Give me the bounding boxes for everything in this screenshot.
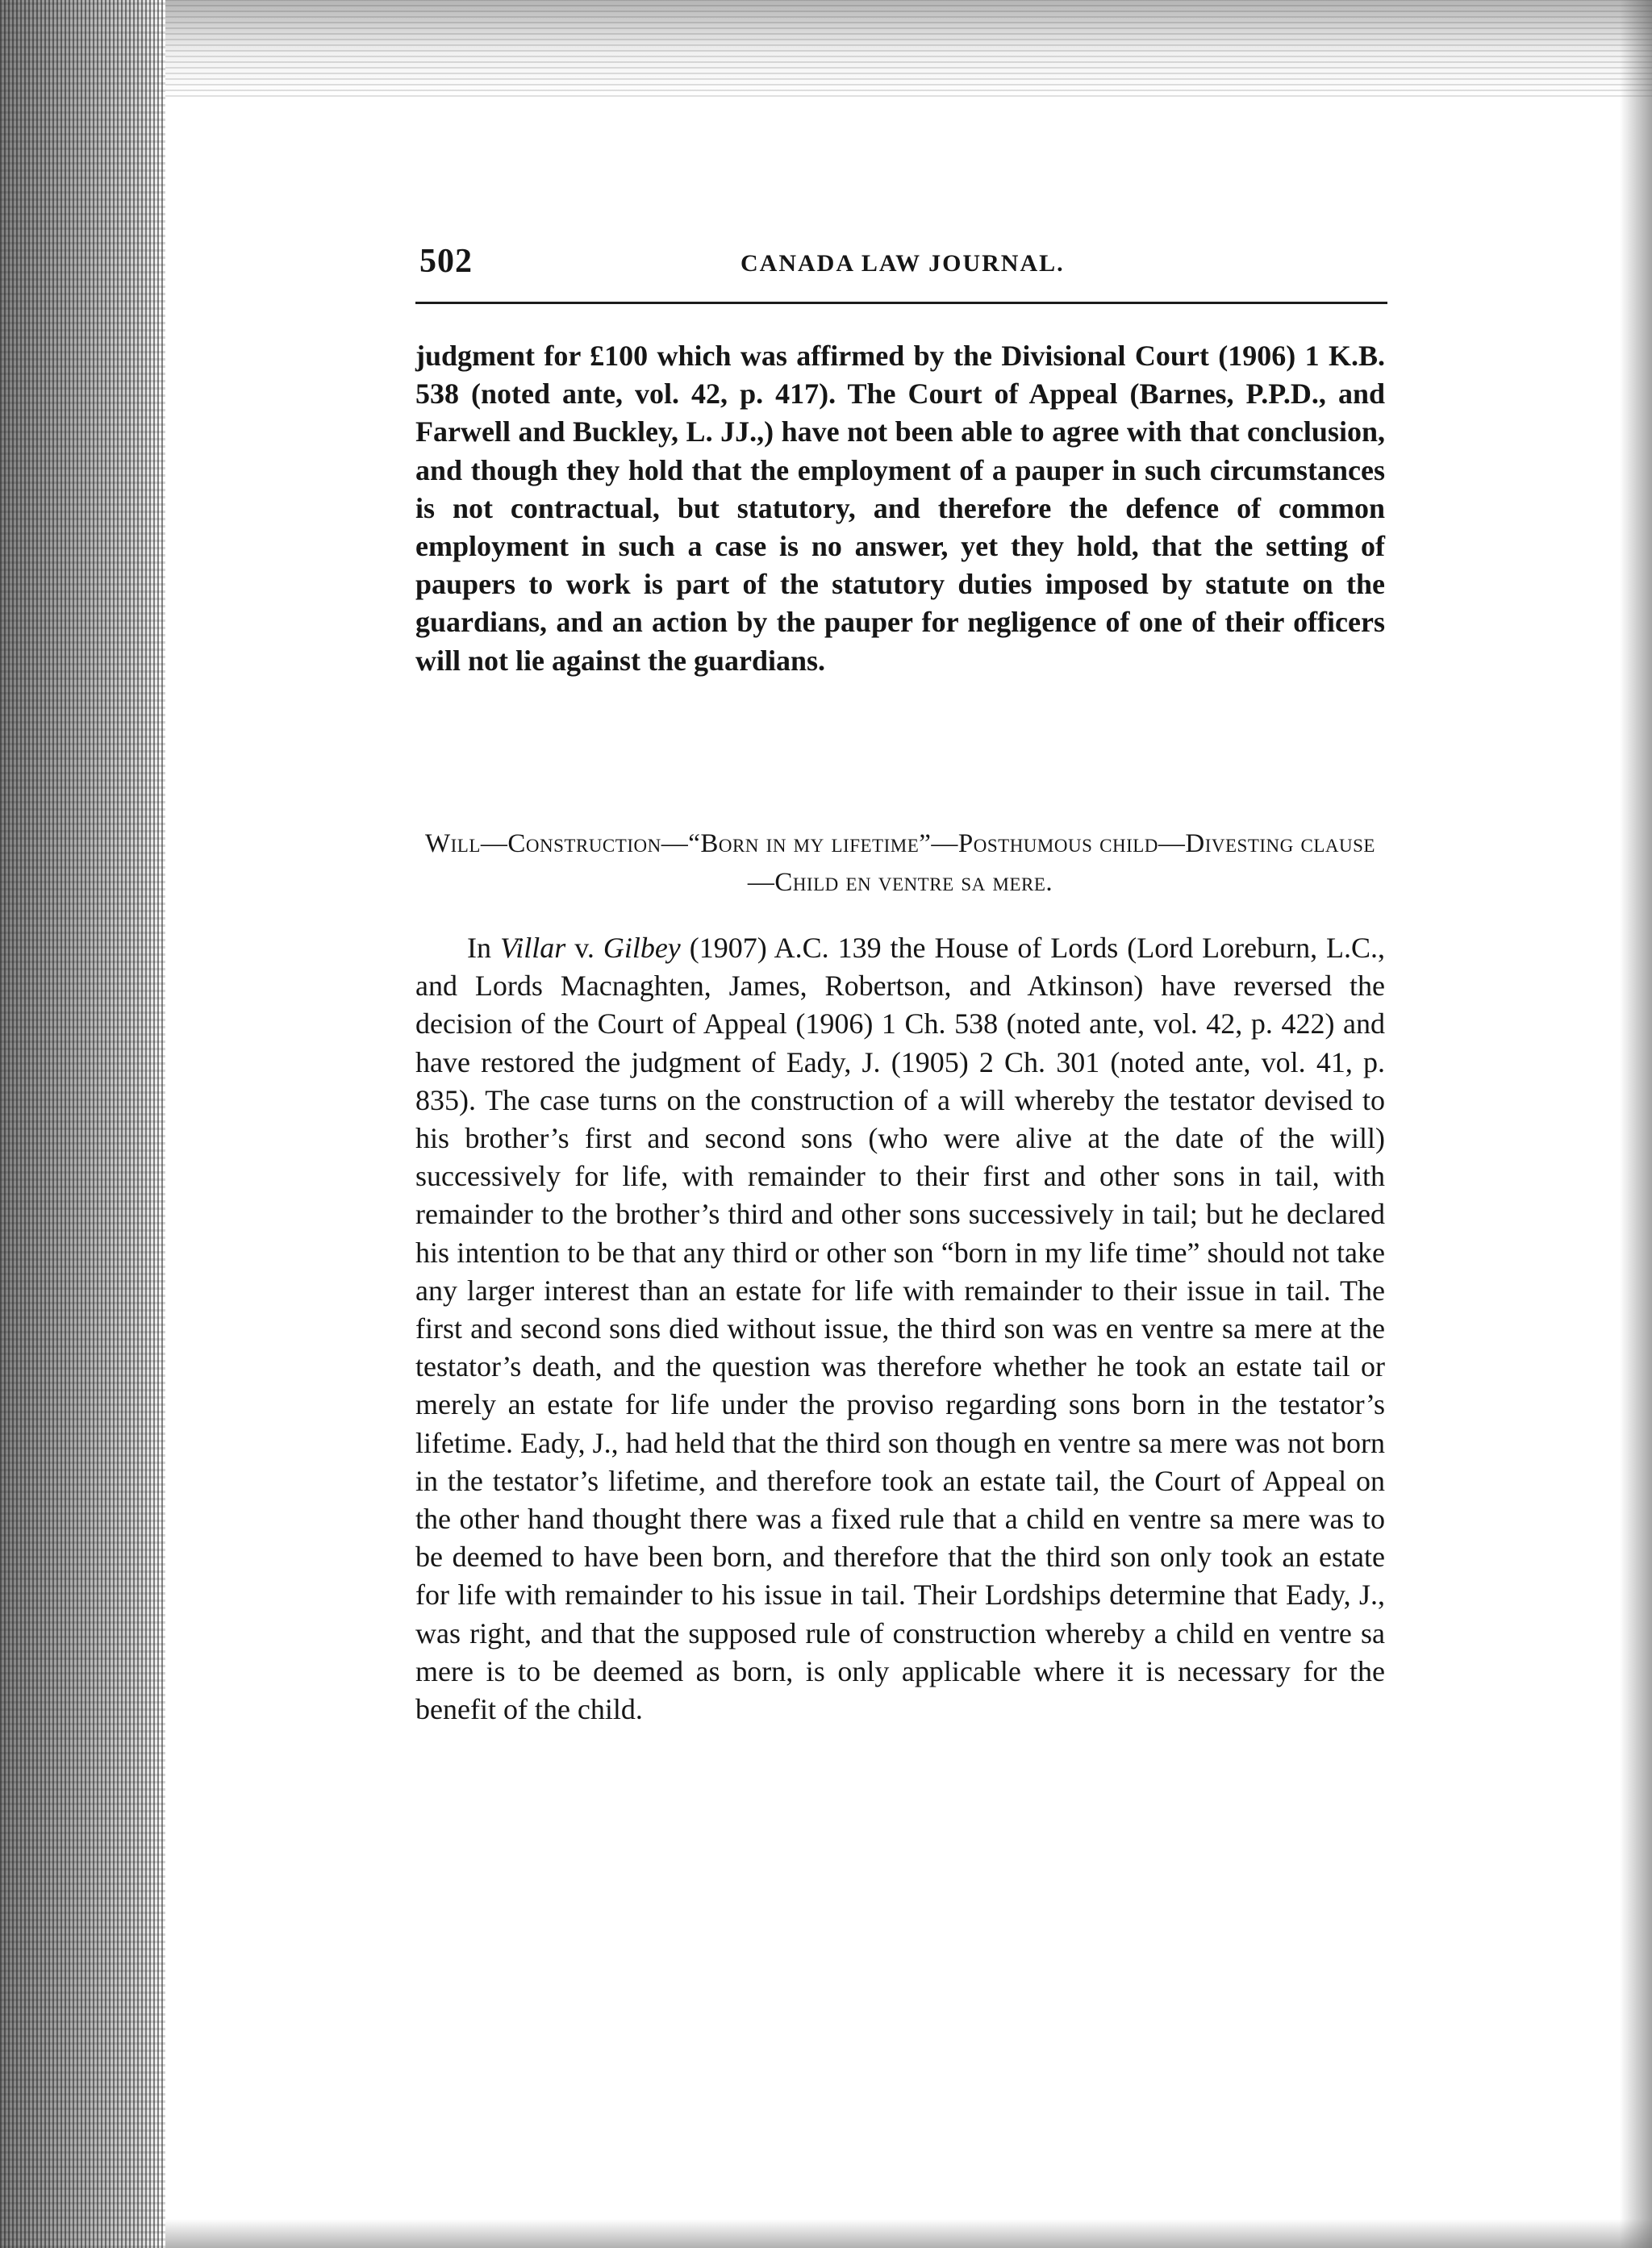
body-intro: In [467, 932, 500, 964]
case-name-defendant: Gilbey [603, 932, 681, 964]
case-name-plaintiff: Villar [499, 932, 566, 964]
body-text: (1907) A.C. 139 the House of Lords (Lord Loreburn, L.C., and Lords Macnaghten, James, Robertson, and Atkinson) have reversed the decision of the Court of Appeal (1906) 1 Ch. 538 (noted ante, vol. 42, p. 422) and have restored the judgment of Eady, J. (1905) 2 Ch. 301 (noted ante, vol. 41, p. 835). The case turns on the construction of a will whereby the testator devised to his brother’s first and second sons (who were alive at the date of the will) successively for life, with remainder to their first and other sons in tail, with remainder to the brother’s third and other sons successively in tail; but he declared his intention to be that any third or other son “born in my life time” should not take any larger interest than an estate for life with remainder to their issue in tail. The first and second sons died without issue, the third son was en ventre sa mere at the testator’s death, and the question was therefore whether he took an estate tail or merely an estate for life under the proviso regarding sons born in the testator’s lifetime. Eady, J., had held that the third son though en ventre sa mere was not born in the testator’s lifetime, and therefore took an estate tail, the Court of Appeal on the other hand thought there was a fixed rule that a child en ventre sa mere was to be deemed to have been born, and therefore that the third son only took an estate for life with remainder to his issue in tail. Their Lordships determine that Eady, J., was right, and that the supposed rule of construction whereby a child en ventre sa mere is to be deemed as born, is only applicable where it is necessary for the benefit of the child. [415, 932, 1386, 1726]
scan-right-edge [1620, 0, 1652, 2248]
body-paragraph [415, 929, 1385, 1729]
case-versus: v. [565, 932, 603, 964]
continuation-paragraph: judgment for £100 which was affirmed by the Divisional Court (1906) 1 K.B. 538 (noted ante, vol. 42, p. 417). The Court of Appeal (Barnes, P.P.D., and Farwell and Buckley, L. JJ.,) have not been able to agree with that conclusion, and though they hold that the employment of a pauper in such circumstances is not contractual, but statutory, and therefore the defence of common employment in such a case is no answer, yet they hold, that the setting of paupers to work is part of the statutory duties imposed by statute on the guardians, and an action by the pauper for negligence of one of their officers will not lie against the guardians. [415, 340, 1385, 677]
scan-binding-edge [0, 0, 165, 2248]
running-title: CANADA LAW JOURNAL. [740, 250, 1065, 277]
page-number: 502 [419, 243, 473, 280]
header-rule [415, 302, 1387, 304]
scan-bottom-edge [165, 2219, 1652, 2248]
section-heading: Will—Construction—“Born in my lifetime”—Posthumous child—Divesting clause—Child en ventre sa mere. [425, 829, 1375, 897]
page-header [419, 242, 1387, 290]
scan-top-edge [165, 0, 1652, 97]
